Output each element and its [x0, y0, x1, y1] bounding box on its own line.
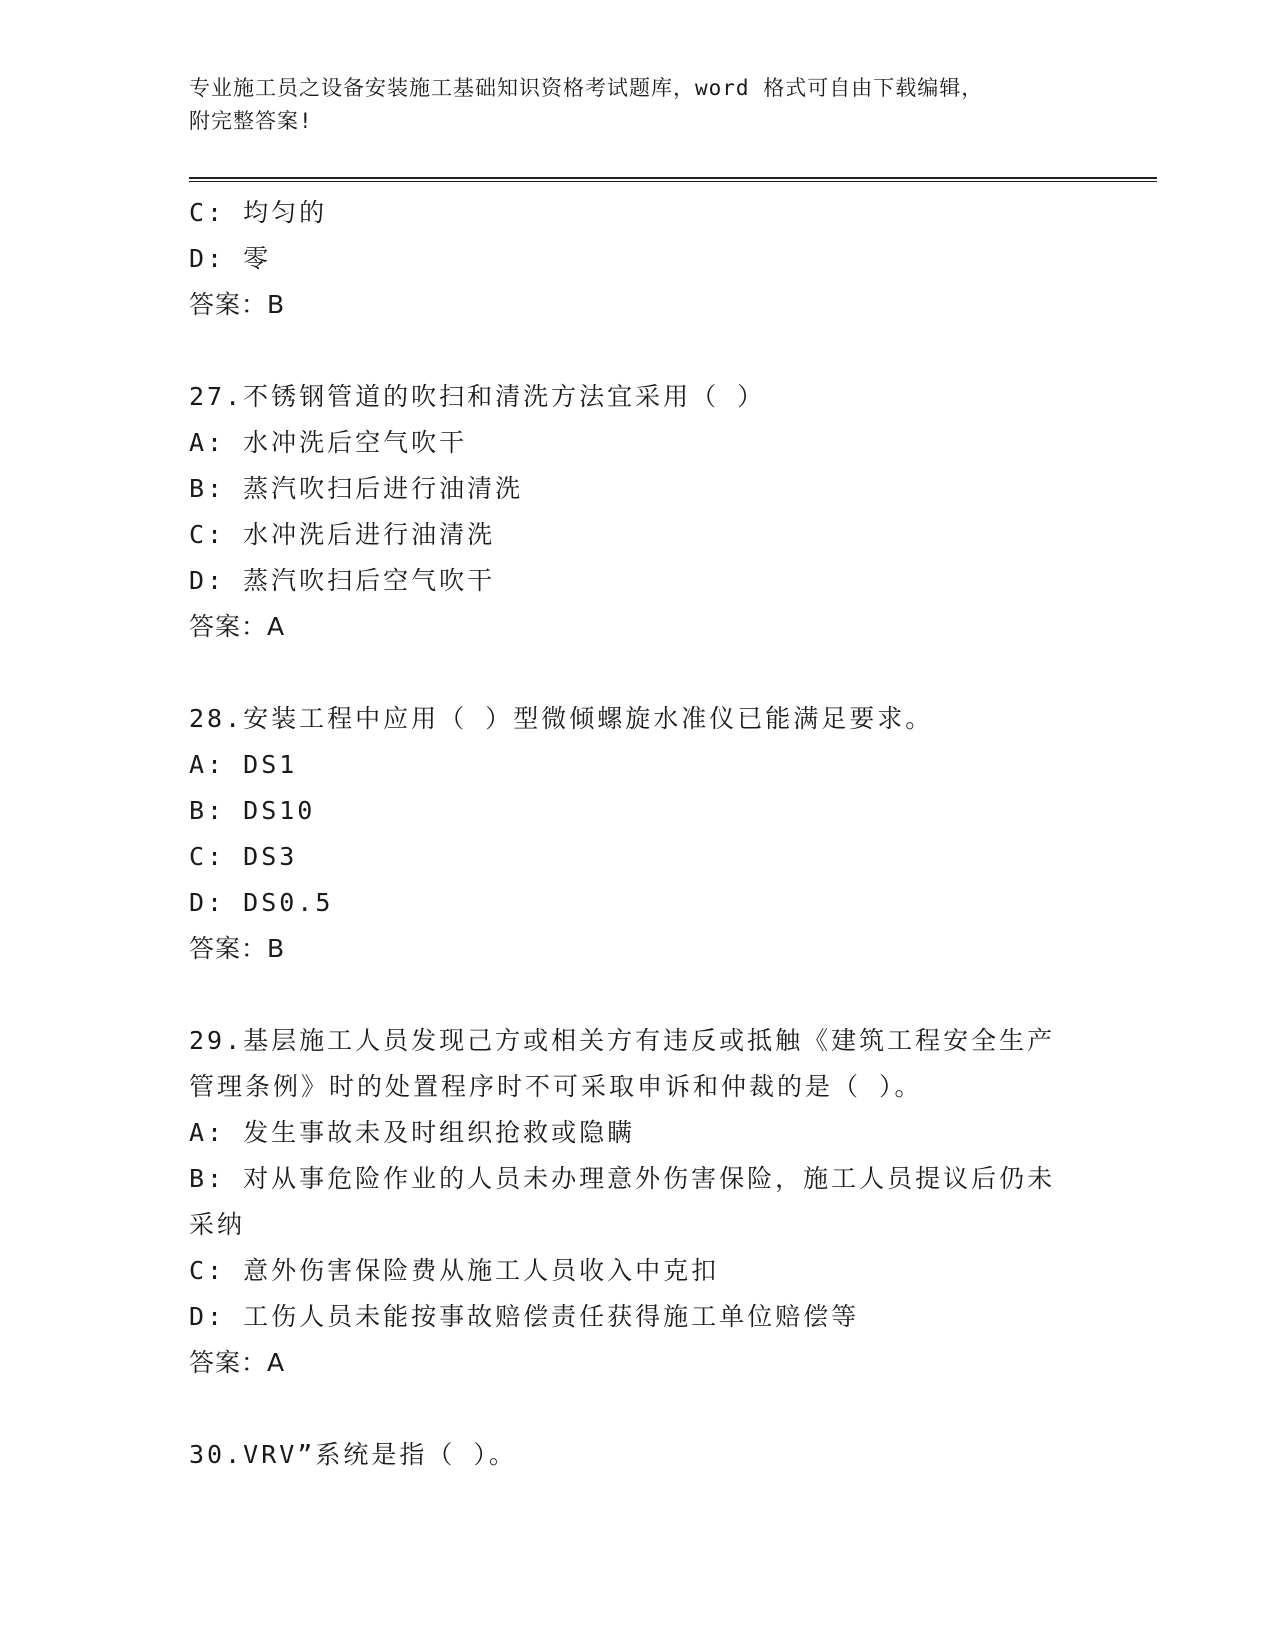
option-b-continued: 采纳 — [189, 1210, 246, 1239]
question-28 — [189, 696, 1089, 972]
question-list — [189, 190, 1089, 1478]
option-c: C: 意外伤害保险费从施工人员收入中克扣 — [189, 1256, 720, 1285]
document-header — [189, 72, 1089, 138]
spacer — [189, 650, 1089, 696]
option-d: D: 蒸汽吹扫后空气吹干 — [189, 566, 496, 595]
answer-line: 答案：B — [189, 934, 286, 963]
option-b: B: 蒸汽吹扫后进行油清洗 — [189, 474, 524, 503]
question-stem: 27.不锈钢管道的吹扫和清洗方法宜采用（ ） — [189, 382, 766, 411]
option-d: D: 零 — [189, 244, 272, 273]
question-stem: 28.安装工程中应用（ ）型微倾螺旋水准仪已能满足要求。 — [189, 704, 934, 733]
option-a: A: 水冲洗后空气吹干 — [189, 428, 468, 457]
option-c: C: 水冲洗后进行油清洗 — [189, 520, 496, 549]
option-c: C: 均匀的 — [189, 198, 328, 227]
question-27 — [189, 374, 1089, 650]
question-stem-continued: 管理条例》时的处置程序时不可采取申诉和仲裁的是（ ）。 — [189, 1072, 923, 1101]
header-divider — [189, 177, 1157, 182]
question-26-continued — [189, 190, 1089, 328]
spacer — [189, 972, 1089, 1018]
question-stem: 29.基层施工人员发现己方或相关方有违反或抵触《建筑工程安全生产 — [189, 1026, 1056, 1055]
header-line-1: 专业施工员之设备安装施工基础知识资格考试题库，word 格式可自由下载编辑， — [189, 76, 984, 100]
header-line-2: 附完整答案! — [189, 109, 313, 133]
option-d: D: DS0.5 — [189, 888, 334, 917]
answer-line: 答案：B — [189, 290, 286, 319]
option-b: B: 对从事危险作业的人员未办理意外伤害保险，施工人员提议后仍未 — [189, 1164, 1056, 1193]
question-stem: 30.VRV”系统是指（ ）。 — [189, 1440, 517, 1469]
answer-line: 答案：A — [189, 612, 286, 641]
question-30 — [189, 1432, 1089, 1478]
spacer — [189, 1386, 1089, 1432]
option-a: A: DS1 — [189, 750, 298, 779]
spacer — [189, 328, 1089, 374]
option-b: B: DS10 — [189, 796, 316, 825]
answer-line: 答案：A — [189, 1348, 286, 1377]
option-a: A: 发生事故未及时组织抢救或隐瞒 — [189, 1118, 636, 1147]
question-29 — [189, 1018, 1089, 1386]
option-c: C: DS3 — [189, 842, 298, 871]
option-d: D: 工伤人员未能按事故赔偿责任获得施工单位赔偿等 — [189, 1302, 860, 1331]
